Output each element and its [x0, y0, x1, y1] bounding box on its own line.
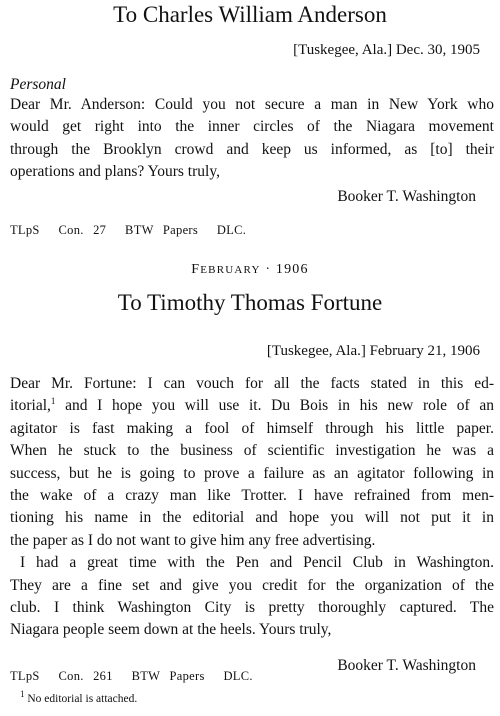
- letter-body: [10, 373, 494, 642]
- body-line: Niagara people seem down at the heels. Yours truly,: [10, 621, 332, 639]
- separator: ·: [265, 262, 272, 277]
- body-line: Dear Mr. Fortune: I can vouch for all the facts stated in this ed-: [10, 375, 494, 392]
- letter-body: [10, 94, 494, 184]
- signature: Booker T. Washington: [337, 657, 476, 674]
- body-line: would get right into the inner circles of the Niagara movement: [10, 118, 494, 136]
- body-line: agitator is fast making a fool of himself through his little paper.: [10, 419, 494, 437]
- dateline: [Tuskegee, Ala.] February 21, 1906: [266, 343, 480, 359]
- footnote-ref: 1: [50, 396, 56, 407]
- source-note: TLpS Con. 261 BTW Papers DLC.: [10, 669, 253, 683]
- footnote-mark: 1: [20, 689, 25, 700]
- dateline: [Tuskegee, Ala.] Dec. 30, 1905: [293, 42, 480, 58]
- body-line: the paper as I do not want to give him any free advertising.: [10, 531, 376, 549]
- source-note: TLpS Con. 27 BTW Papers DLC.: [10, 223, 247, 237]
- body-line: Dear Mr. Anderson: Could you not secure a man in New York who: [10, 96, 494, 113]
- month-initial: F: [191, 262, 201, 277]
- body-line: operations and plans? Yours truly,: [10, 163, 220, 181]
- body-text: and I hope you will use it. Du Bois in his new role of an: [55, 397, 494, 415]
- year: 1906: [275, 262, 309, 277]
- month-heading: [0, 262, 500, 278]
- body-line: tioning his name in the editorial and hope you will not put it in: [10, 509, 494, 527]
- body-line: the wake of a crazy man like Trotter. I have refrained from men-: [10, 487, 494, 505]
- letter-title: To Timothy Thomas Fortune: [117, 290, 383, 315]
- personal-label: Personal: [10, 76, 66, 93]
- footnote-text: No editorial is attached.: [24, 693, 138, 705]
- letter-title: To Charles William Anderson: [113, 2, 387, 27]
- body-line: They are a fine set and give you credit for the organization of the: [10, 576, 494, 594]
- body-line: [10, 395, 494, 417]
- body-line: success, but he is going to prove a failure as an agitator following in: [10, 464, 494, 482]
- body-text: itorial,: [10, 397, 51, 415]
- footnote: [20, 689, 138, 705]
- body-line: club. I think Washington City is pretty thoroughly captured. The: [10, 599, 494, 617]
- body-line: When he stuck to the business of scientific investigation he was a: [10, 442, 494, 460]
- body-line: I had a great time with the Pen and Pencil Club in Washington.: [20, 554, 494, 572]
- body-line: through the Brooklyn crowd and keep us informed, as [to] their: [10, 140, 494, 158]
- signature: Booker T. Washington: [337, 188, 476, 205]
- month-rest: EBRUARY: [200, 264, 261, 276]
